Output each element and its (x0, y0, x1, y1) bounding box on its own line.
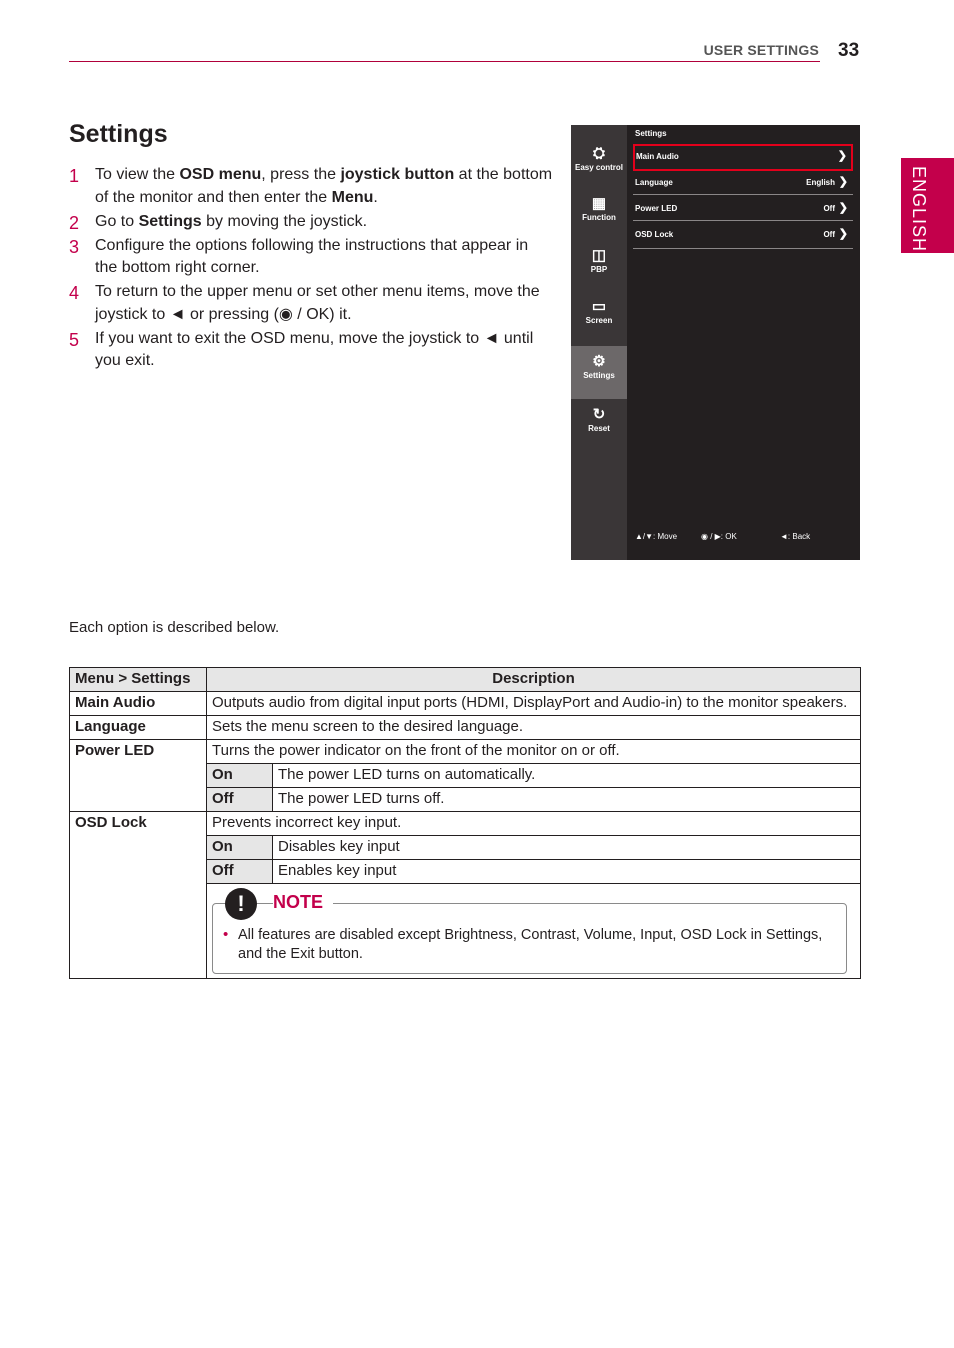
function-icon: ▦ (591, 195, 607, 212)
table-row (70, 692, 861, 716)
step-run: To view the (95, 166, 180, 183)
table-header-row (70, 668, 861, 692)
settings-icon: ⚙ (592, 353, 606, 370)
step-number: 4 (69, 283, 80, 303)
osd-sidebar-label: Settings (583, 371, 615, 380)
step-run: Go to (95, 212, 139, 230)
step-run: , press the (261, 166, 341, 183)
option-name: Off (207, 788, 273, 812)
bullet-icon: • (223, 926, 229, 943)
intro-text: Each option is described below. (69, 619, 280, 636)
step-emphasis: OSD menu (179, 166, 262, 183)
note-label: NOTE (273, 892, 333, 913)
osd-row-label: Language (635, 178, 673, 187)
osd-footer-back: ◄: Back (780, 532, 811, 541)
option-name: On (207, 836, 273, 860)
chevron-right-icon: ❯ (837, 150, 847, 162)
osd-heading: Settings (635, 129, 667, 138)
option-name: Off (207, 860, 273, 884)
language-tab (901, 158, 954, 253)
row-desc-language: Sets the menu screen to the desired language. (207, 716, 861, 740)
osd-row-label: Main Audio (636, 152, 679, 161)
option-desc: Disables key input (273, 836, 861, 860)
step-text (95, 283, 540, 323)
step-item (69, 211, 554, 234)
step-item (69, 164, 554, 209)
step-number: 5 (69, 329, 80, 350)
step-emphasis: Settings (138, 212, 202, 230)
language-tab-label: ENGLISH (909, 166, 929, 253)
step-item (69, 328, 554, 373)
osd-footer-move: ▲/▼: Move (635, 532, 678, 541)
row-desc-osd-lock: Prevents incorrect key input. (207, 812, 861, 836)
note-cell (207, 884, 861, 979)
osd-row-language[interactable] (633, 171, 853, 195)
osd-row-value: English (806, 178, 835, 187)
step-item (69, 281, 554, 326)
osd-sidebar-label: Function (582, 213, 616, 222)
osd-sidebar-label: Screen (585, 316, 613, 325)
osd-sidebar-screen[interactable] (571, 298, 627, 325)
option-name: On (207, 764, 273, 788)
header-divider (69, 61, 820, 62)
pbp-icon: ◫ (591, 247, 607, 264)
page-title: Settings (69, 120, 168, 148)
chevron-right-icon: ❯ (838, 176, 848, 188)
osd-sidebar-easy-control[interactable] (571, 145, 627, 172)
osd-sidebar (571, 125, 627, 560)
settings-table (69, 667, 861, 979)
step-number: 2 (69, 212, 80, 233)
osd-row-osd-lock[interactable] (633, 223, 853, 249)
step-run: at the bottom of the monitor and then enter the (95, 166, 553, 206)
osd-sidebar-settings[interactable] (571, 346, 627, 399)
row-name-main-audio: Main Audio (70, 692, 207, 716)
screen-icon: ▭ (591, 298, 607, 315)
step-emphasis: joystick button (340, 166, 455, 183)
chevron-right-icon: ❯ (838, 202, 848, 214)
row-desc-power-led: Turns the power indicator on the front of the monitor on or off. (207, 740, 861, 764)
section-label: USER SETTINGS (703, 42, 819, 58)
table-header-description: Description (207, 668, 861, 692)
step-run: . (373, 188, 378, 206)
step-number: 1 (69, 166, 80, 186)
osd-footer-ok: ◉ / ▶: OK (701, 532, 737, 541)
option-desc: Enables key input (273, 860, 861, 884)
steps-list (69, 164, 554, 374)
osd-row-power-led[interactable] (633, 197, 853, 221)
step-text (95, 237, 528, 277)
osd-sidebar-label: Reset (588, 424, 610, 433)
table-row (70, 740, 861, 764)
chevron-right-icon: ❯ (838, 228, 848, 240)
option-desc: The power LED turns off. (273, 788, 861, 812)
row-name-power-led: Power LED (70, 740, 207, 812)
step-number: 3 (69, 236, 80, 257)
osd-row-main-audio[interactable] (633, 144, 853, 171)
osd-row-value: Off (823, 204, 835, 213)
page-number: 33 (838, 40, 860, 61)
osd-sidebar-function[interactable] (571, 195, 627, 222)
option-desc: The power LED turns on automatically. (273, 764, 861, 788)
step-run: If you want to exit the OSD menu, move the joystick to ◄ until you exit. (95, 329, 534, 369)
easy-control-icon: ⛭ (592, 145, 605, 162)
row-name-language: Language (70, 716, 207, 740)
reset-icon: ↻ (592, 406, 606, 423)
exclamation-icon: ! (225, 888, 257, 920)
osd-sidebar-reset[interactable] (571, 406, 627, 433)
table-row (70, 812, 861, 836)
osd-row-label: Power LED (635, 204, 678, 213)
osd-sidebar-label: PBP (590, 265, 608, 274)
osd-menu-screenshot (571, 125, 860, 560)
note-box (207, 884, 860, 978)
osd-sidebar-label: Easy control (574, 163, 623, 172)
step-text (95, 166, 552, 206)
step-run: Configure the options following the instructions that appear in the bottom right corner. (95, 236, 529, 276)
step-item (69, 235, 554, 280)
note-text: All features are disabled except Brightness, Contrast, Volume, Input, OSD Lock in Settings, and the Exit button. (238, 927, 823, 962)
step-text (95, 330, 533, 370)
row-name-osd-lock: OSD Lock (70, 812, 207, 979)
osd-row-value: Off (823, 230, 835, 239)
table-header-menu: Menu > Settings (70, 668, 207, 692)
osd-main-panel (627, 125, 860, 560)
row-desc-main-audio: Outputs audio from digital input ports (HDMI, DisplayPort and Audio-in) to the monitor speakers. (207, 692, 861, 716)
osd-row-label: OSD Lock (635, 230, 674, 239)
step-run: To return to the upper menu or set other menu items, move the joystick to ◄ or pressing (◉ / OK) it. (95, 283, 540, 323)
step-emphasis: Menu (331, 188, 374, 206)
step-text (95, 213, 367, 230)
osd-sidebar-pbp[interactable] (571, 247, 627, 274)
page-header (0, 0, 954, 70)
table-row (70, 716, 861, 740)
step-run: by moving the joystick. (201, 212, 368, 230)
